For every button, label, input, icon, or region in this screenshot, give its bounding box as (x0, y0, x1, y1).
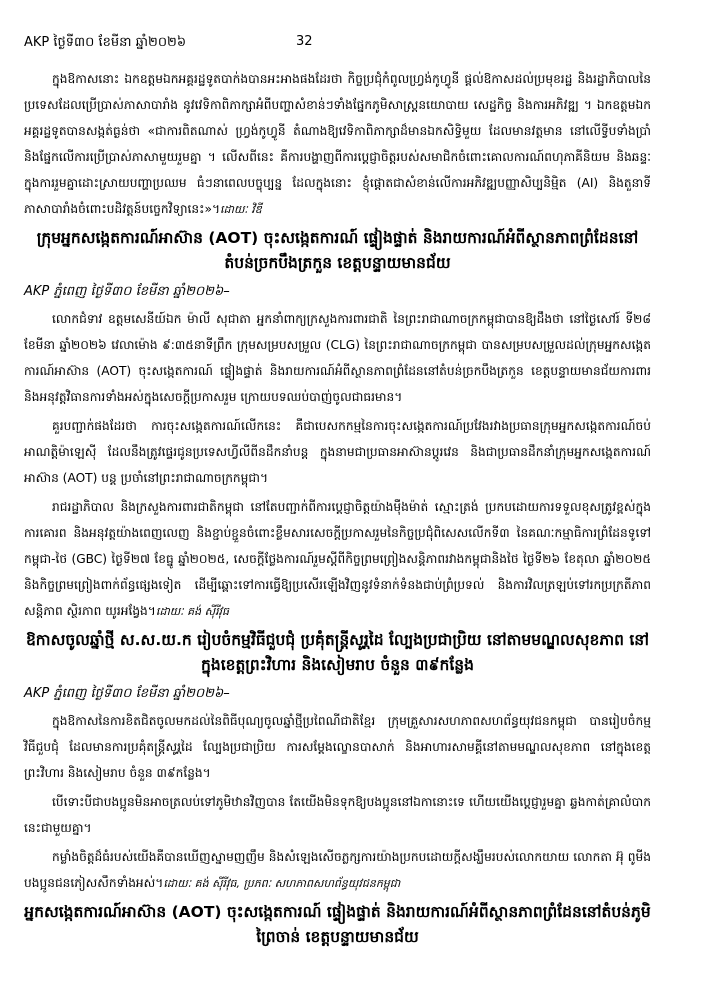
article-2-paragraph-3: រាជរដ្ឋាភិបាល និងក្រសួងការពារជាតិកម្ពុជា នៅតែបញ្ជាក់ពីការប្ដេជ្ញាចិត្តយ៉ាងម៉ឺងម៉ាត់ ស្មោះត្រង់ ប្រកបដោយការទទួលខុសត្រូវខ្ពស់ក្នុងការគោរព និងអនុវត្តយ៉ាងពេញលេញ និងខ្ជាប់ខ្ជួនចំពោះខ្លឹមសារសេចក្ដីប្រកាសរួមនៃកិច្ចប្រជុំពិសេសលើកទី៣ នៃគណៈកម្មាធិការព្រំដែនទូទៅកម្ពុជា-ថៃ (GBC) ថ្ងៃទី២៧ ខែធ្នូ ឆ្នាំ២០២៥, សេចក្ដីថ្លែងការណ៍រួមស្ដីពីកិច្ចព្រមព្រៀងសន្តិភាពរវាងកម្ពុជានិងថៃ ថ្ងៃទី២៦ ខែតុលា ឆ្នាំ២០២៥ និងកិច្ចព្រមព្រៀងពាក់ព័ន្ធផ្សេងទៀត ដើម្បីឆ្ពោះទៅការធ្វើឱ្យប្រសើរឡើងវិញនូវទំនាក់ទំនងជាប់ព្រំប្រទល់ និងការវិលត្រឡប់ទៅរកប្រក្រតីភាព សន្តិភាព ស្ថិរភាព យូរអង្វែង។ដោយៈ គង់ ស៊ីរីវុធ (24, 500, 651, 618)
article-2-paragraph-2: គួរបញ្ជាក់ផងដែរថា ការចុះសង្កេតការណ៍លើកនេះ គឺជាបេសកកម្មនៃការចុះសង្កេតការណ៍ប្រវែងរវាងប្រធានក្រុមអ្នកសង្កេតការណ៍ចប់អាណត្តិម៉ាឡេស៊ី ដែលនឹងត្រូវផ្ទេរជូនប្រទេសហ្វីលីពីនដឹកនាំបន្ត ក្នុងនាមជាប្រធានអាស៊ានប្ដូរវេន និងជាប្រធានដឹកនាំក្រុមអ្នកសង្កេតការណ៍អាស៊ាន (AOT) បន្ត ប្រចាំនៅព្រះរាជាណាចក្រកម្ពុជា។ (24, 419, 651, 485)
article-3-paragraph-2: បើទោះបីជាបងប្អូនមិនអាចត្រលប់ទៅភូមិឋានវិញបាន តែយើងមិនទុកឱ្យបងប្អូននៅឯកានោះទេ ហើយយើងប្ដេជ្ញារួមគ្នា ឆ្លងកាត់គ្រាលំបាកនេះជាមួយគ្នា។ (24, 795, 651, 835)
running-head: AKP ថ្ងៃទី៣០ ខែមីនា ឆ្នាំ២០២៦ (24, 35, 187, 50)
article-2-dateline: AKP ភ្នំពេញ ថ្ងៃទី៣០ ខែមីនា ឆ្នាំ២០២៦– (24, 284, 230, 299)
article-2-headline: ក្រុមអ្នកសង្កេតការណ៍អាស៊ាន (AOT) ចុះសង្កេតការណ៍ ផ្ទៀងផ្ទាត់ និងរាយការណ៍អំពីស្ថានភាពព្រំដែននៅតំបន់ច្រកបឹងត្រកួន ខេត្តបន្ទាយមានជ័យ (36, 229, 639, 272)
article-1-paragraph-1: ក្នុងឱកាសនោះ ឯកឧត្តមឯកអគ្គរដ្ឋទូតបាក់ងបានអះអាងផងដែរថា កិច្ចប្រជុំកំពូលហ្វ្រង់កូហ្វូនី ផ្ដល់ឱកាសដល់ប្រមុខរដ្ឋ និងរដ្ឋាភិបាលនៃប្រទេសដែលប្រើប្រាស់ភាសាបារាំង នូវវេទិកាពិភាក្សាអំពីបញ្ហាសំខាន់ៗទាំងផ្នែកភូមិសាស្ត្រនយោបាយ សេដ្ឋកិច្ច និងការអភិវឌ្ឍ ។ ឯកឧត្តមឯកអគ្គរដ្ឋទូតបានសង្កត់ធ្ងន់ថា «ជាការពិតណាស់ ហ្វ្រង់កូហ្វូនី តំណាងឱ្យវេទិកាពិភាក្សាដ៏មានឯកសិទ្ធិមួយ ដែលមានវត្តមាន នៅលើទ្វីបទាំងប្រាំ និងផ្នែកលើការប្រើប្រាស់ភាសាមួយរួមគ្នា ។ លើសពីនេះ គឺការបង្ហាញពីការប្ដេជ្ញាចិត្តរបស់សមាជិកចំពោះគោលការណ៍ពហុភាគីនិយម និងឆន្ទៈក្នុងការរួមគ្នាដោះស្រាយបញ្ហាប្រឈម ធំៗនាពេលបច្ចុប្បន្ន ដែលក្នុងនោះ ខ្ញុំផ្ដោតជាសំខាន់លើការអភិវឌ្ឍបញ្ញាសិប្បនិម្មិត (AI) និងតួនាទីភាសាបារាំងចំពោះបដិវត្តន៍បច្ចេកវិទ្យានេះ»។ដោយៈ វិឌី (24, 72, 651, 216)
page-content (24, 66, 651, 954)
article-3-headline: ឱកាសចូលឆ្នាំថ្មី ស.ស.យ.ក រៀបចំកម្មវិធីជួបជុំ ប្រគុំតន្ត្រីសូរ្តដៃ ល្បែងប្រជាប្រិយ នៅតាមមណ្ឌលសុខភាព នៅក្នុងខេត្តព្រះវិហារ និងសៀមរាប ចំនួន ៣៩កន្លែង (25, 631, 650, 674)
article-3-paragraph-1: ក្នុងឱកាសនៃការខិតជិតចូលមកដល់នៃពិធីបុណ្យចូលឆ្នាំថ្មីប្រពៃណីជាតិខ្មែរ ក្រុមគ្រួសារសហភាពសហព័ន្ធយុវជនកម្ពុជា បានរៀបចំកម្មវិធីជួបជុំ ដែលមានការប្រគុំតន្ត្រីសូរ្តដៃ ល្បែងប្រជាប្រិយ ការសម្ដែងល្ខោនបាសាក់ និងអាហារសាមគ្គីនៅតាមមណ្ឌលសុខភាព នៅក្នុងខេត្តព្រះវិហារ និងសៀមរាប ចំនួន ៣៩កន្លែង។ (24, 714, 651, 780)
article-1-byline: ដោយៈ វិឌី (219, 203, 262, 216)
article-2-byline: ដោយៈ គង់ ស៊ីរីវុធ (155, 605, 230, 618)
article-3-paragraph-3: កម្លាំងចិត្តដ៏ធំរបស់យើងគឺបានឃើញស្នាមញញឹម និងសំឡេងសើចភ្លក្សការយ៉ាងប្រកបដោយក្ដីសង្ឃឹមរបស់លោកយាយ លោកតា អ៊ុ ពូមីង បងប្អូនជនភៀសសឹកទាំងអស់។ដោយៈ គង់ ស៊ីរីវុធ, ប្រភពៈ សហភាពសហព័ន្ធយុវជនកម្ពុជា (24, 850, 651, 890)
article-2-paragraph-1: លោកជំទាវ ឧត្តមសេនីយ៍ឯក ម៉ាលី សុជាតា អ្នកនាំពាក្យក្រសួងការពារជាតិ នៃព្រះរាជាណាចក្រកម្ពុជាបានឱ្យដឹងថា នៅថ្ងៃសៅរ៍ ទី២៨ ខែមីនា ឆ្នាំ២០២៦ វេលាម៉ោង ៩:៣៥នាទីព្រឹក ក្រុមសម្របសម្រួល (CLG) នៃព្រះរាជាណាចក្រកម្ពុជា បានសម្របសម្រួលដល់ក្រុមអ្នកសង្កេតការណ៍អាស៊ាន (AOT) ចុះសង្កេតការណ៍ ផ្ទៀងផ្ទាត់ និងរាយការណ៍អំពីស្ថានភាពព្រំដែននៅតំបន់ច្រកបឹងត្រកួន ខេត្តបន្ទាយមានជ័យការពារ និងអនុវត្តវិធានការទាំងអស់ក្នុងសេចក្ដីប្រកាសរួម ក្រោយបទឈប់បាញ់ចូលជាធរមាន។ (24, 312, 651, 404)
page-number: 32 (296, 34, 313, 49)
article-4-headline: អ្នកសង្កេតការណ៍អាស៊ាន (AOT) ចុះសង្កេតការណ៍ ផ្ទៀងផ្ទាត់ និងរាយការណ៍អំពីស្ថានភាពព្រំដែននៅតំបន់ភូមិព្រៃចាន់ ខេត្តបន្ទាយមានជ័យ (24, 903, 651, 946)
article-3-dateline: AKP ភ្នំពេញ ថ្ងៃទី៣០ ខែមីនា ឆ្នាំ២០២៦– (24, 686, 230, 701)
article-3-byline: ដោយៈ គង់ ស៊ីរីវុធ, ប្រភពៈ សហភាពសហព័ន្ធយុវជនកម្ពុជា (163, 877, 401, 890)
